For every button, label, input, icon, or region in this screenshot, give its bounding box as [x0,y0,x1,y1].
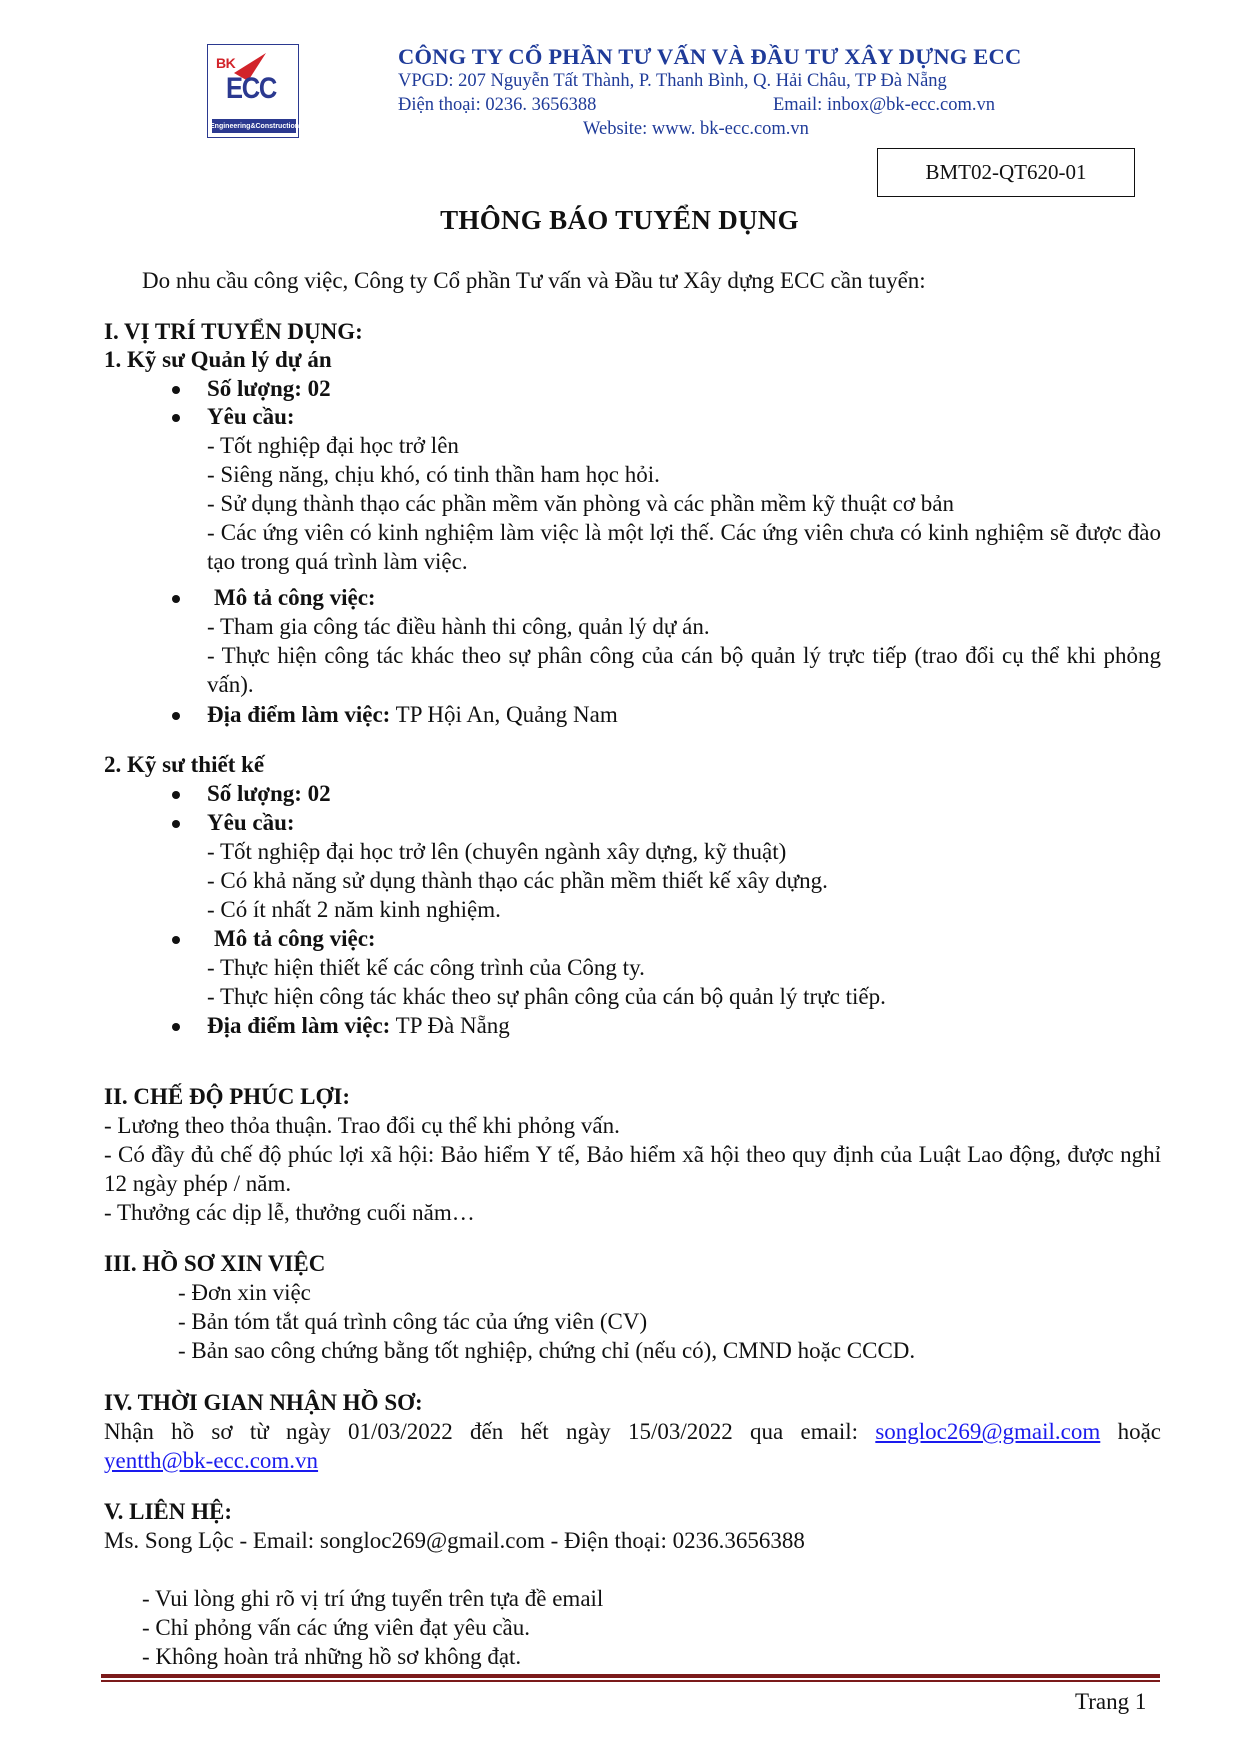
list-item: - Có đầy đủ chế độ phúc lợi xã hội: Bảo hiểm Y tế, Bảo hiểm xã hội theo quy định của Luật Lao động, được nghỉ 12 ngày phép / năm. [104,1142,1161,1196]
note-item: - Chỉ phỏng vấn các ứng viên đạt yêu cầu. [142,1615,531,1640]
job-2-location-value: TP Đà Nẵng [390,1013,510,1038]
company-website: Website: www. bk-ecc.com.vn [583,119,809,139]
contact-text: Ms. Song Lộc - Email: songloc269@gmail.com - Điện thoại: 0236.3656388 [104,1528,805,1553]
list-item: - Tốt nghiệp đại học trở lên [207,433,459,458]
logo-ecc-text: ECC [226,72,277,105]
bullet-icon [172,595,180,603]
list-item: - Có ít nhất 2 năm kinh nghiệm. [207,897,501,922]
company-email: Email: inbox@bk-ecc.com.vn [773,95,996,115]
bullet-icon [172,386,180,394]
job-1-location-label: Địa điểm làm việc: [207,702,391,727]
list-item: - Có khả năng sử dụng thành thạo các phần mềm thiết kế xây dựng. [207,868,828,893]
list-item: - Lương theo thỏa thuận. Trao đổi cụ thể khi phỏng vấn. [104,1113,620,1138]
bullet-icon [172,791,180,799]
company-name: CÔNG TY CỔ PHẦN TƯ VẤN VÀ ĐẦU TƯ XÂY DỰNG ECC [398,44,1022,69]
company-logo [207,44,299,138]
list-item: - Siêng năng, chịu khó, có tinh thần ham học hỏi. [207,462,660,487]
bullet-icon [172,712,180,720]
list-item: - Thực hiện thiết kế các công trình của Công ty. [207,955,645,980]
job-2-desc-label: Mô tả công việc: [214,926,376,951]
job-1-req-label: Yêu cầu: [207,404,295,429]
list-item: - Bản tóm tắt quá trình công tác của ứng viên (CV) [178,1309,648,1334]
list-item: - Tham gia công tác điều hành thi công, quản lý dự án. [207,614,710,639]
note-item: - Vui lòng ghi rõ vị trí ứng tuyển trên tựa đề email [142,1586,604,1611]
email-link-songloc[interactable]: songloc269@gmail.com [875,1419,1101,1444]
job-1-location [207,700,618,729]
list-item: - Sử dụng thành thạo các phần mềm văn phòng và các phần mềm kỹ thuật cơ bản [207,491,954,516]
list-item: - Tốt nghiệp đại học trở lên (chuyên ngành xây dựng, kỹ thuật) [207,839,787,864]
bullet-icon [172,1023,180,1031]
section-1-heading: I. VỊ TRÍ TUYỂN DỤNG: [104,319,363,344]
document-code-box: BMT02-QT620-01 [877,148,1135,197]
footer-divider [101,1674,1160,1678]
job-2-title: 2. Kỹ sư thiết kế [104,752,265,777]
bullet-icon [172,414,180,422]
receive-period-text [104,1417,1161,1446]
list-item: - Bản sao công chứng bằng tốt nghiệp, chứng chỉ (nếu có), CMND hoặc CCCD. [178,1338,916,1363]
email-link-yentth[interactable]: yentth@bk-ecc.com.vn [104,1448,319,1473]
list-item: - Các ứng viên có kinh nghiệm làm việc là một lợi thế. Các ứng viên chưa có kinh nghiệm sẽ được đào tạo trong quá trình làm việc. [207,520,1161,574]
logo-subtitle: Engineering&Construction [210,123,300,130]
list-item: - Đơn xin việc [178,1280,311,1305]
receive-period-text-start: Nhận hồ sơ từ ngày 01/03/2022 đến hết ngày 15/03/2022 qua email: [104,1419,876,1444]
logo-bk-text: BK [216,55,236,71]
note-item: - Không hoàn trả những hồ sơ không đạt. [142,1644,522,1669]
section-3-heading: III. HỒ SƠ XIN VIỆC [104,1251,326,1276]
section-2-heading: II. CHẾ ĐỘ PHÚC LỢI: [104,1084,350,1109]
company-phone: Điện thoại: 0236. 3656388 [398,95,597,115]
list-item: - Thực hiện công tác khác theo sự phân công của cán bộ quản lý trực tiếp (trao đổi cụ thể khi phỏng vấn). [207,643,1161,697]
bullet-icon [172,936,180,944]
bullet-icon [172,820,180,828]
list-item: - Thưởng các dịp lễ, thưởng cuối năm… [104,1200,475,1225]
footer-divider-thin [101,1680,1160,1682]
intro-text: Do nhu cầu công việc, Công ty Cổ phần Tư vấn và Đầu tư Xây dựng ECC cần tuyển: [142,268,926,293]
job-2-location-label: Địa điểm làm việc: [207,1013,391,1038]
document-title: THÔNG BÁO TUYỂN DỤNG [440,205,799,235]
job-1-desc-label: Mô tả công việc: [214,585,376,610]
job-2-req-label: Yêu cầu: [207,810,295,835]
job-1-title: 1. Kỹ sư Quản lý dự án [104,347,332,372]
job-2-quantity: Số lượng: 02 [207,781,331,806]
page-number: Trang 1 [1075,1689,1147,1714]
job-2-location [207,1011,510,1040]
job-1-location-value: TP Hội An, Quảng Nam [390,702,618,727]
list-item: - Thực hiện công tác khác theo sự phân công của cán bộ quản lý trực tiếp. [207,984,886,1009]
receive-period-text-or: hoặc [1100,1419,1161,1444]
section-4-heading: IV. THỜI GIAN NHẬN HỒ SƠ: [104,1390,423,1415]
company-address: VPGD: 207 Nguyễn Tất Thành, P. Thanh Bình, Q. Hải Châu, TP Đà Nẵng [398,71,947,91]
section-5-heading: V. LIÊN HỆ: [104,1499,233,1524]
job-1-quantity: Số lượng: 02 [207,376,331,401]
email-link-yentth-row [104,1446,318,1475]
